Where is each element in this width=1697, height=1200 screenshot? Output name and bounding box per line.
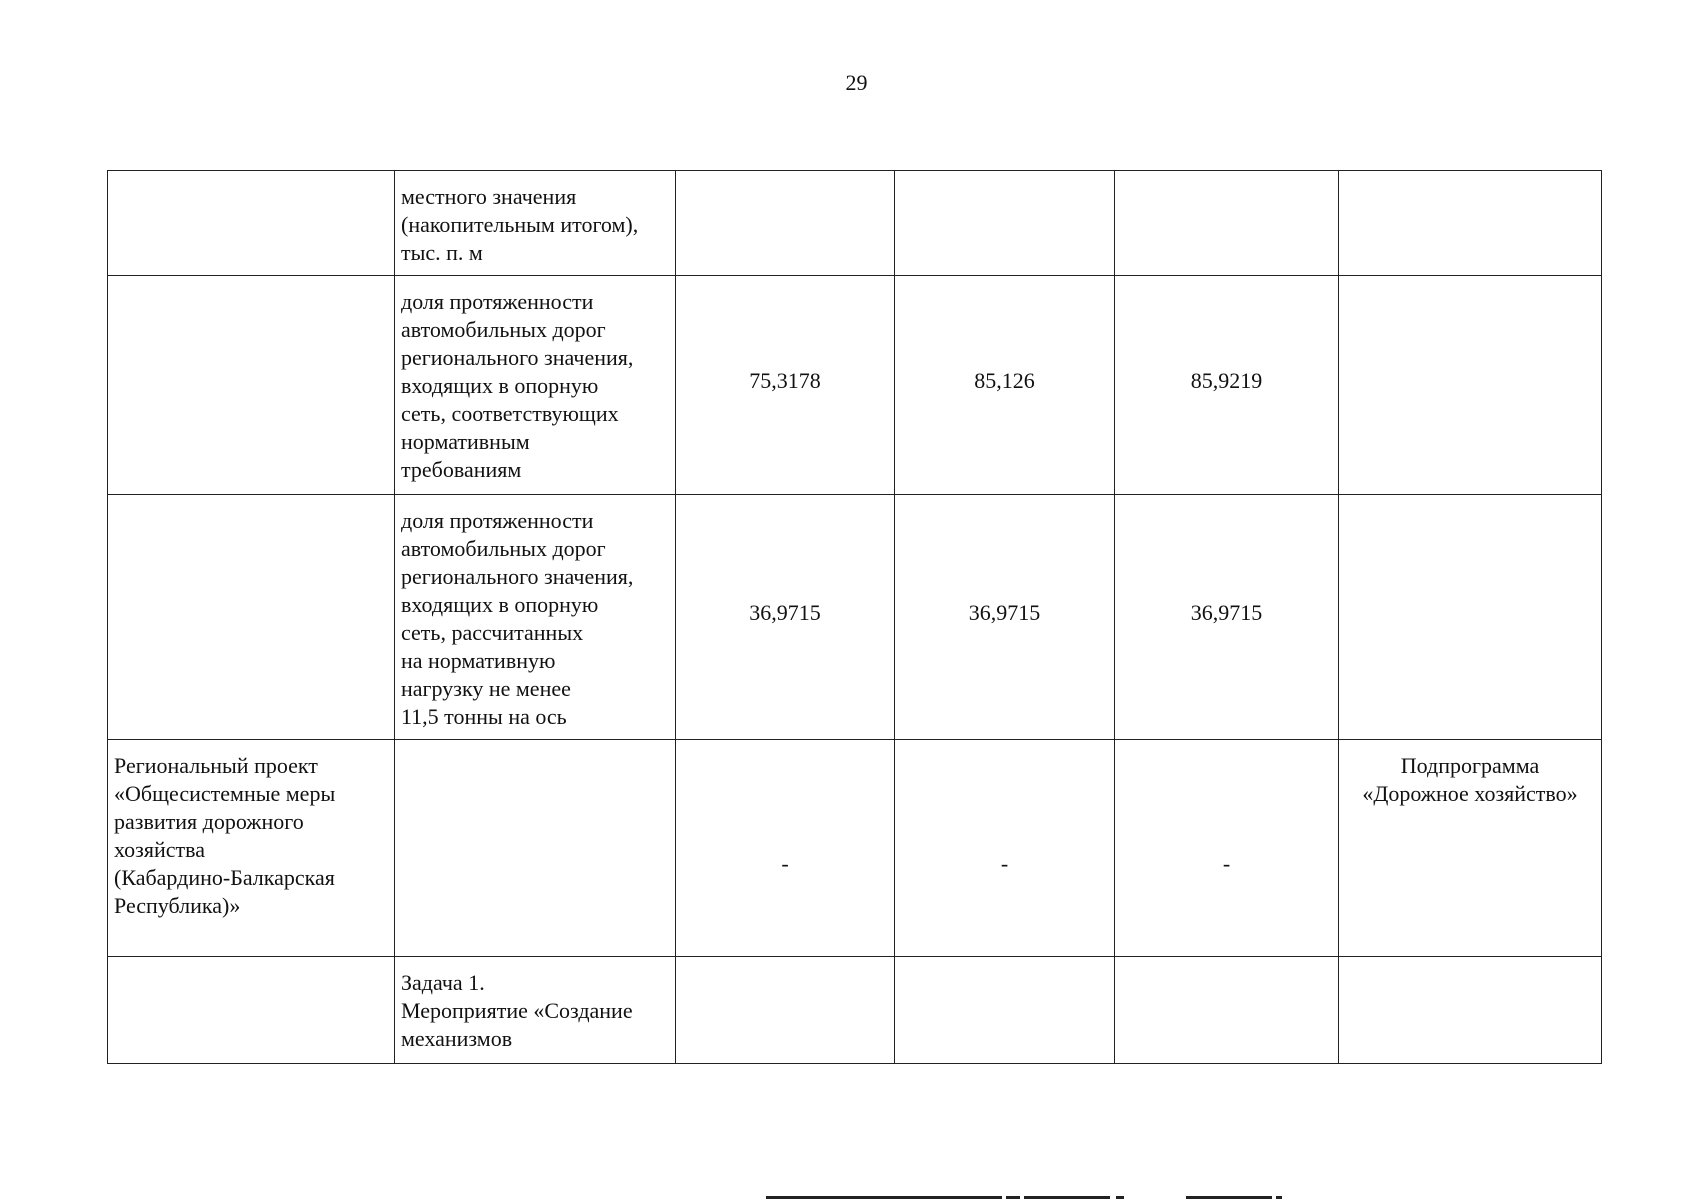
table-row [108, 495, 1602, 740]
table-cell [1339, 957, 1602, 1064]
table-cell [108, 495, 395, 740]
indicator-table-container [107, 170, 1601, 1064]
table-cell [1115, 171, 1339, 276]
table-cell [395, 740, 676, 957]
table-row [108, 276, 1602, 495]
table-row [108, 740, 1602, 957]
value-cell: 85,9219 [1115, 276, 1339, 495]
table-row [108, 171, 1602, 276]
indicator-name-cell: доля протяженности автомобильных дорог регионального значения, входящих в опорную сеть, соответствующих нормативным требованиям [395, 276, 676, 495]
table-cell [108, 171, 395, 276]
value-cell: 75,3178 [676, 276, 895, 495]
table-cell [895, 957, 1115, 1064]
value-cell: - [895, 740, 1115, 957]
indicator-name-cell: местного значения (накопительным итогом), тыс. п. м [395, 171, 676, 276]
indicator-name-cell: доля протяженности автомобильных дорог регионального значения, входящих в опорную сеть, рассчитанных на нормативную нагрузку не менее 11,5 тонны на ось [395, 495, 676, 740]
table-cell [676, 957, 895, 1064]
table-cell [1339, 276, 1602, 495]
value-cell: 36,9715 [895, 495, 1115, 740]
subprogram-cell: Подпрограмма «Дорожное хозяйство» [1339, 740, 1602, 957]
table-cell [1339, 171, 1602, 276]
value-cell: - [1115, 740, 1339, 957]
table-row [108, 957, 1602, 1064]
table-cell [895, 171, 1115, 276]
table-cell [676, 171, 895, 276]
value-cell: 85,126 [895, 276, 1115, 495]
page-number: 29 [845, 70, 868, 95]
table-cell [108, 276, 395, 495]
value-cell: 36,9715 [676, 495, 895, 740]
value-cell: 36,9715 [1115, 495, 1339, 740]
indicator-table [107, 170, 1602, 1064]
task-cell: Задача 1. Мероприятие «Создание механизмов [395, 957, 676, 1064]
table-cell [1339, 495, 1602, 740]
table-cell [108, 957, 395, 1064]
table-cell [1115, 957, 1339, 1064]
value-cell: - [676, 740, 895, 957]
footer-rule [766, 1196, 1286, 1200]
project-name-cell: Региональный проект «Общесистемные меры развития дорожного хозяйства (Кабардино-Балкарская Республика)» [108, 740, 395, 957]
